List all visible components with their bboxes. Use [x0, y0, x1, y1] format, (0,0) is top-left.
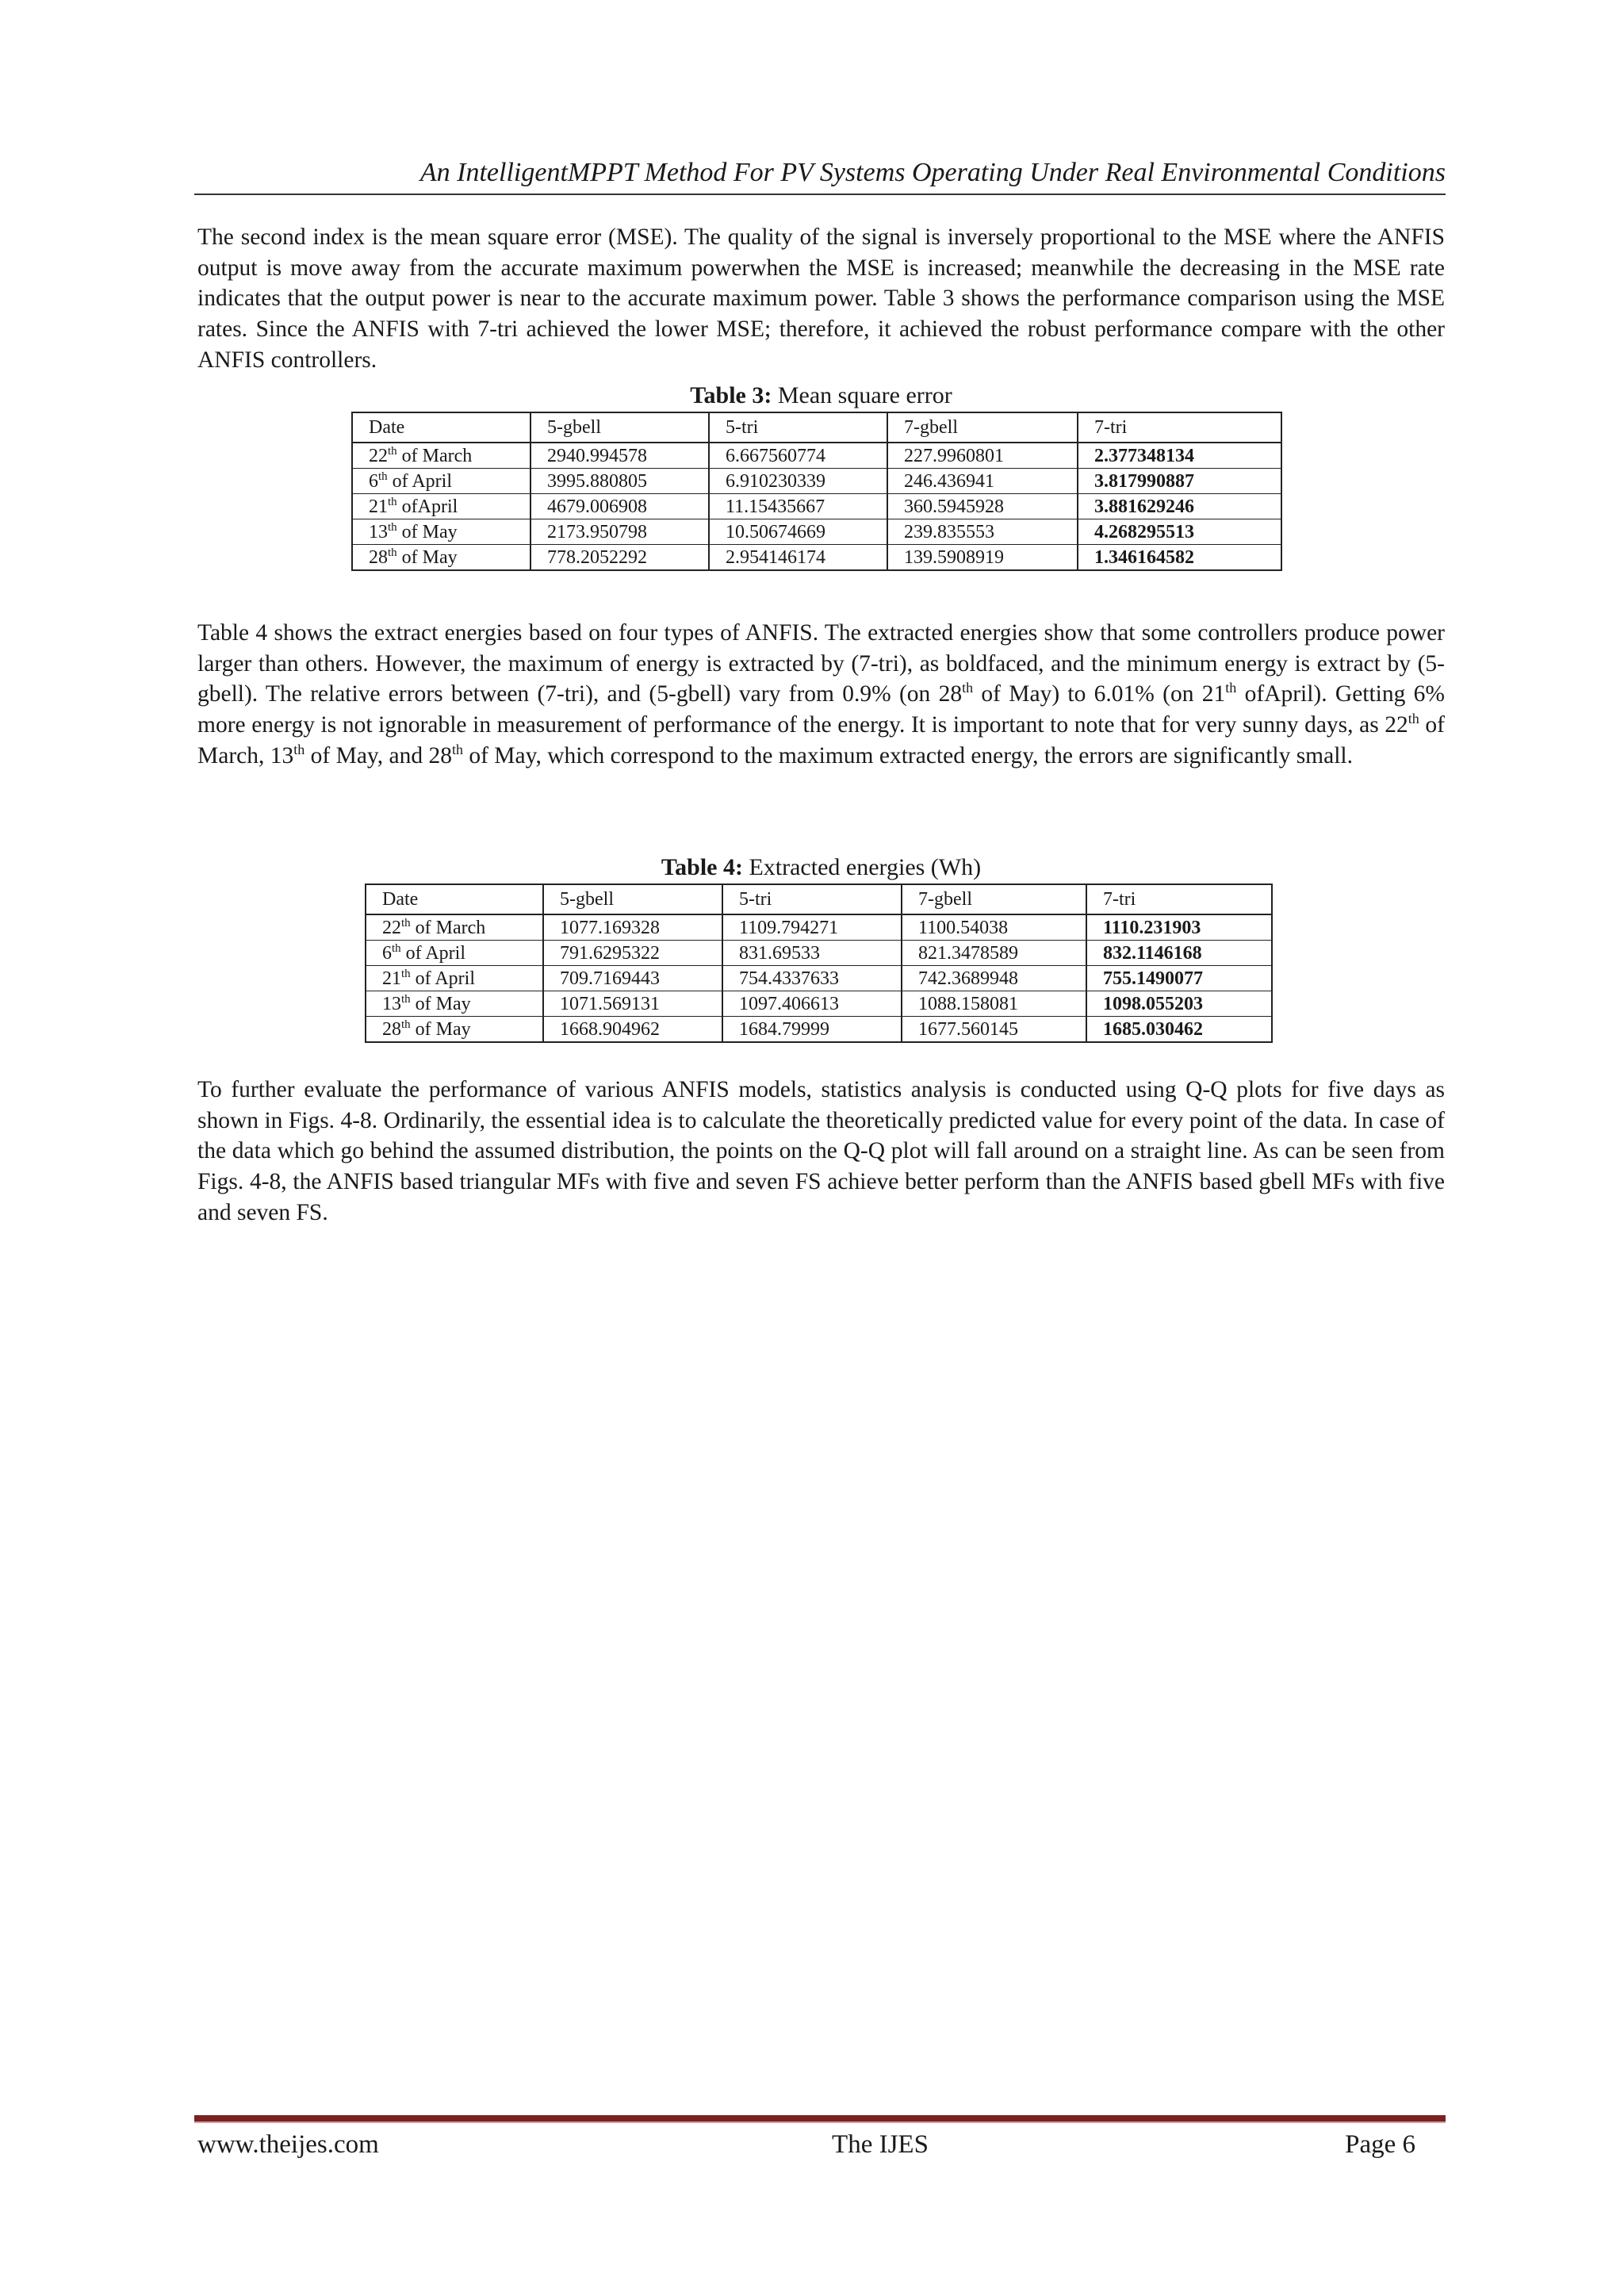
table3-header-cell: 7-tri	[1078, 412, 1281, 443]
value-cell: 1677.560145	[902, 1017, 1086, 1043]
value-cell: 6.910230339	[709, 469, 887, 494]
best-value-cell: 4.268295513	[1078, 519, 1281, 545]
footer-website-link[interactable]: www.theijes.com	[197, 2130, 379, 2159]
value-cell: 1071.569131	[543, 991, 722, 1017]
date-cell: 22th of March	[366, 914, 543, 941]
running-header: An IntelligentMPPT Method For PV Systems Operating Under Real Environmental Conditions	[419, 158, 1446, 187]
value-cell: 778.2052292	[530, 545, 709, 571]
table4-header-cell: 7-gbell	[902, 884, 1086, 914]
value-cell: 2173.950798	[530, 519, 709, 545]
table-row	[366, 991, 1272, 1017]
table4-header-cell: 5-gbell	[543, 884, 722, 914]
table-row	[352, 443, 1281, 469]
table3-header-cell: Date	[352, 412, 530, 443]
best-value-cell: 3.817990887	[1078, 469, 1281, 494]
table-row	[366, 966, 1272, 991]
date-cell: 22th of March	[352, 443, 530, 469]
table-row	[352, 469, 1281, 494]
value-cell: 791.6295322	[543, 941, 722, 966]
footer-journal-name: The IJES	[832, 2130, 929, 2159]
table-row	[366, 914, 1272, 941]
table-row	[352, 545, 1281, 571]
date-cell: 6th of April	[366, 941, 543, 966]
table4-caption-label: Table 4:	[661, 854, 743, 880]
best-value-cell: 1.346164582	[1078, 545, 1281, 571]
table3-caption-title: Mean square error	[772, 382, 952, 408]
value-cell: 1088.158081	[902, 991, 1086, 1017]
date-cell: 28th of May	[366, 1017, 543, 1043]
footer-divider	[194, 2115, 1446, 2123]
value-cell: 821.3478589	[902, 941, 1086, 966]
table-row	[352, 519, 1281, 545]
table4-header-cell: Date	[366, 884, 543, 914]
value-cell: 1668.904962	[543, 1017, 722, 1043]
table4-header-row	[366, 884, 1272, 914]
date-cell: 6th of April	[352, 469, 530, 494]
value-cell: 6.667560774	[709, 443, 887, 469]
table4-caption-title: Extracted energies (Wh)	[742, 854, 982, 880]
value-cell: 11.15435667	[709, 494, 887, 519]
table3-header-cell: 5-tri	[709, 412, 887, 443]
value-cell: 139.5908919	[887, 545, 1078, 571]
value-cell: 742.3689948	[902, 966, 1086, 991]
table4-header-cell: 5-tri	[722, 884, 902, 914]
table4-caption	[197, 853, 1445, 882]
best-value-cell: 2.377348134	[1078, 443, 1281, 469]
table4-header-cell: 7-tri	[1086, 884, 1272, 914]
value-cell: 1684.79999	[722, 1017, 902, 1043]
best-value-cell: 3.881629246	[1078, 494, 1281, 519]
best-value-cell: 1110.231903	[1086, 914, 1272, 941]
table3-caption	[197, 381, 1445, 410]
value-cell: 10.50674669	[709, 519, 887, 545]
table-row	[366, 1017, 1272, 1043]
date-cell: 13th of May	[366, 991, 543, 1017]
value-cell: 1077.169328	[543, 914, 722, 941]
best-value-cell: 755.1490077	[1086, 966, 1272, 991]
table4-extracted-energies	[365, 884, 1273, 1043]
value-cell: 246.436941	[887, 469, 1078, 494]
value-cell: 360.5945928	[887, 494, 1078, 519]
best-value-cell: 1685.030462	[1086, 1017, 1272, 1043]
value-cell: 831.69533	[722, 941, 902, 966]
value-cell: 227.9960801	[887, 443, 1078, 469]
footer-page-number: Page 6	[1345, 2130, 1415, 2159]
table3-header-row	[352, 412, 1281, 443]
date-cell: 28th of May	[352, 545, 530, 571]
best-value-cell: 832.1146168	[1086, 941, 1272, 966]
value-cell: 2.954146174	[709, 545, 887, 571]
value-cell: 239.835553	[887, 519, 1078, 545]
value-cell: 2940.994578	[530, 443, 709, 469]
paragraph-mse-intro: The second index is the mean square error (MSE). The quality of the signal is inversely proportional to the MSE where the ANFIS output is move away from the accurate maximum powerwhen the MSE is increased; meanwhile the decreasing in the MSE rate indicates that the output power is near to the accurate maximum power. Table 3 shows the performance comparison using the MSE rates. Since the ANFIS with 7-tri achieved the lower MSE; therefore, it achieved the robust performance compare with the other ANFIS controllers.	[197, 224, 1445, 373]
best-value-cell: 1098.055203	[1086, 991, 1272, 1017]
table3-header-cell: 5-gbell	[530, 412, 709, 443]
value-cell: 1100.54038	[902, 914, 1086, 941]
date-cell: 13th of May	[352, 519, 530, 545]
table3-mse	[351, 412, 1282, 571]
table3-caption-label: Table 3:	[690, 382, 772, 408]
value-cell: 4679.006908	[530, 494, 709, 519]
value-cell: 709.7169443	[543, 966, 722, 991]
header-divider	[194, 194, 1446, 195]
table3-header-cell: 7-gbell	[887, 412, 1078, 443]
date-cell: 21th of April	[366, 966, 543, 991]
paragraph-qq-plots: To further evaluate the performance of various ANFIS models, statistics analysis is conducted using Q-Q plots for five days as shown in Figs. 4-8. Ordinarily, the essential idea is to calculate the theoretically predicted value for every point of the data. In case of the data which go behind the assumed distribution, the points on the Q-Q plot will fall around on a straight line. As can be seen from Figs. 4-8, the ANFIS based triangular MFs with five and seven FS achieve better perform than the ANFIS based gbell MFs with five and seven FS.	[197, 1077, 1445, 1225]
date-cell: 21th ofApril	[352, 494, 530, 519]
value-cell: 1097.406613	[722, 991, 902, 1017]
table-row	[352, 494, 1281, 519]
paragraph-extracted-energies: Table 4 shows the extract energies based on four types of ANFIS. The extracted energies show that some controllers produce power larger than others. However, the maximum of energy is extracted by (7-tri), as boldfaced, and the minimum energy is extract by (5-gbell). The relative errors between (7-tri), and (5-gbell) vary from 0.9% (on 28th of May) to 6.01% (on 21th ofApril). Getting 6% more energy is not ignorable in measurement of performance of the energy. It is important to note that for very sunny days, as 22th of March, 13th of May, and 28th of May, which correspond to the maximum extracted energy, the errors are significantly small.	[197, 620, 1445, 769]
value-cell: 1109.794271	[722, 914, 902, 941]
table-row	[366, 941, 1272, 966]
value-cell: 754.4337633	[722, 966, 902, 991]
value-cell: 3995.880805	[530, 469, 709, 494]
